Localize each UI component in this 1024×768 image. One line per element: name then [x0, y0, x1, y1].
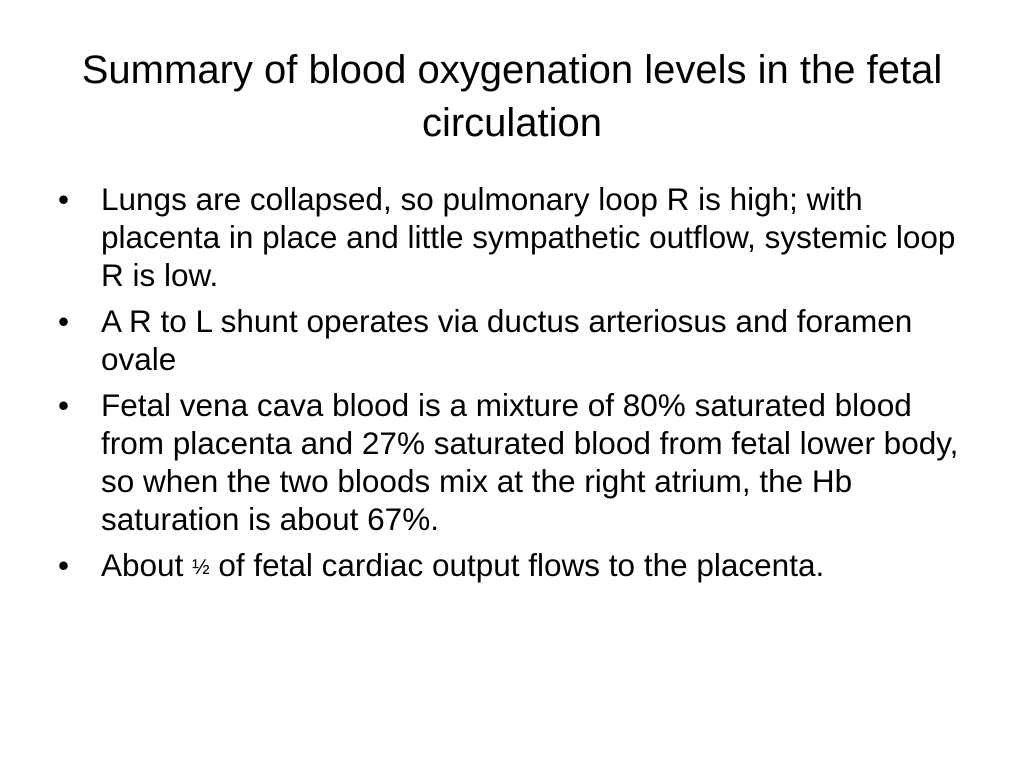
bullet-list — [58, 180, 978, 597]
bullet-text-2: A R to L shunt operates via ductus arteriosus and foramen ovale — [101, 303, 913, 377]
bullet-icon: • — [58, 387, 70, 423]
bullet-item-4 — [58, 546, 978, 589]
bullet-text-1: Lungs are collapsed, so pulmonary loop R is high; with placenta in place and little sympathetic outflow, systemic loop R is low. — [101, 181, 956, 293]
bullet-item-3 — [58, 386, 978, 538]
slide-title: Summary of blood oxygenation levels in the fetal circulation — [81, 48, 943, 145]
bullet-icon: • — [58, 303, 70, 339]
bullet-item-2 — [58, 302, 978, 378]
bullet-item-1 — [58, 180, 978, 294]
bullet-icon: • — [58, 181, 70, 217]
half-fraction: ½ — [192, 556, 210, 579]
bullet-text-3: Fetal vena cava blood is a mixture of 80% saturated blood from placenta and 27% saturated blood from fetal lower body, so when the two bloods mix at the right atrium, the Hb saturation is about 67%. — [101, 387, 959, 537]
bullet-icon: • — [58, 547, 70, 583]
bullet-text-4: About ½ of fetal cardiac output flows to the placenta. — [101, 547, 825, 583]
